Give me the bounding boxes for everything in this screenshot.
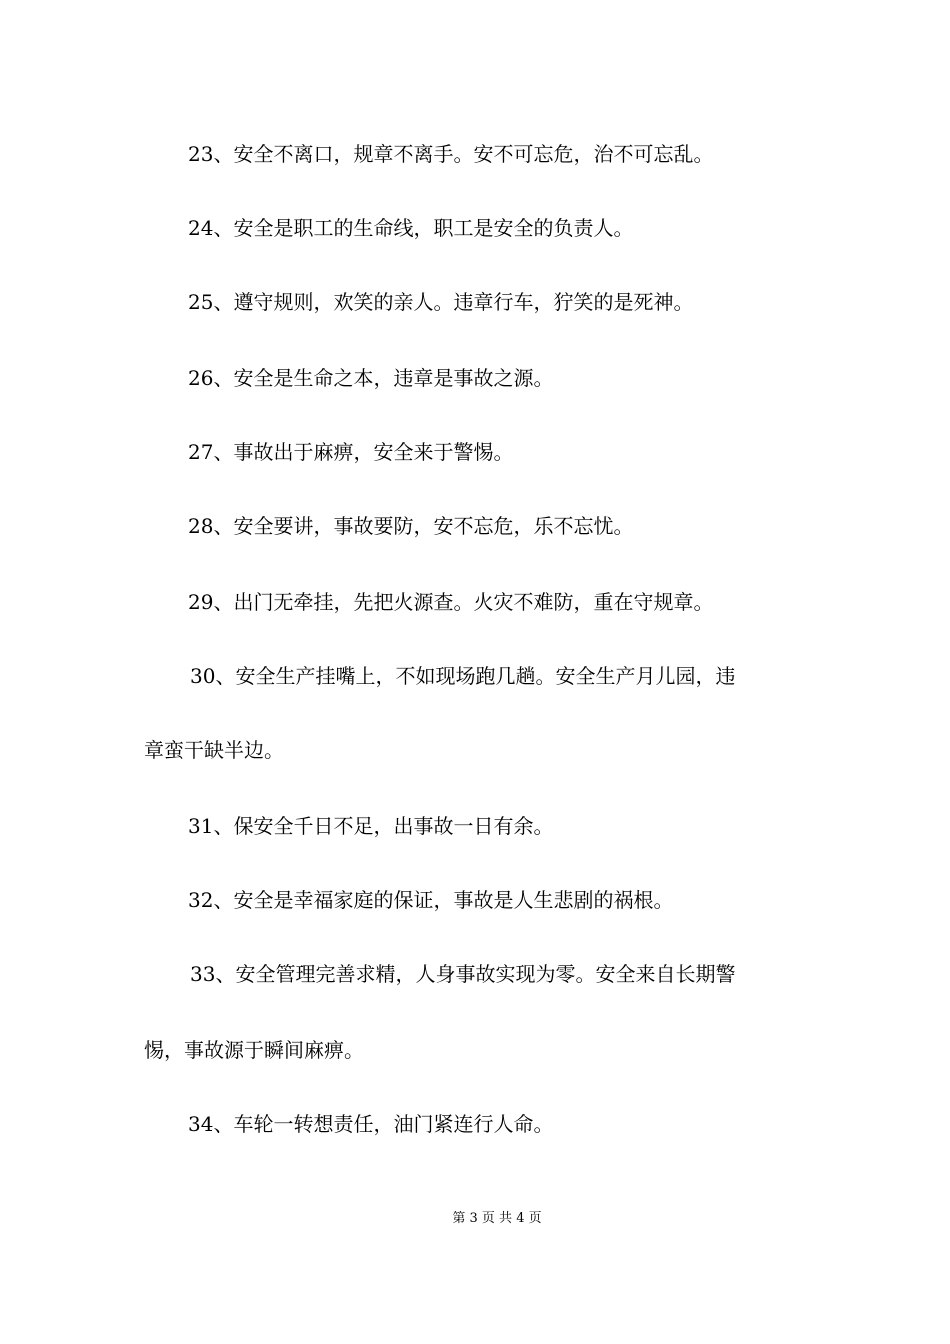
- slogan-23: 23、安全不离口，规章不离手。安不可忘危，治不可忘乱。: [188, 142, 714, 166]
- slogan-31: 31、保安全千日不足，出事故一日有余。: [188, 814, 554, 838]
- slogan-25: 25、遵守规则，欢笑的亲人。违章行车，狞笑的是死神。: [188, 290, 694, 314]
- page-number-footer: 第 3 页 共 4 页: [452, 1211, 542, 1226]
- slogan-34: 34、车轮一转想责任，油门紧连行人命。: [188, 1112, 554, 1136]
- slogan-24: 24、安全是职工的生命线，职工是安全的负责人。: [188, 216, 634, 240]
- slogan-28: 28、安全要讲，事故要防，安不忘危，乐不忘忧。: [188, 514, 634, 538]
- slogan-30-continued: 章蛮干缺半边。: [144, 738, 284, 762]
- slogan-32: 32、安全是幸福家庭的保证，事故是人生悲剧的祸根。: [188, 888, 674, 912]
- slogan-30: 30、安全生产挂嘴上，不如现场跑几趟。安全生产月儿园，违: [190, 664, 736, 688]
- slogan-29: 29、出门无牵挂，先把火源查。火灾不难防，重在守规章。: [188, 590, 714, 614]
- slogan-33-continued: 惕，事故源于瞬间麻痹。: [144, 1038, 364, 1062]
- slogan-27: 27、事故出于麻痹，安全来于警惕。: [188, 440, 514, 464]
- slogan-26: 26、安全是生命之本，违章是事故之源。: [188, 366, 554, 390]
- slogan-33: 33、安全管理完善求精，人身事故实现为零。安全来自长期警: [190, 962, 736, 986]
